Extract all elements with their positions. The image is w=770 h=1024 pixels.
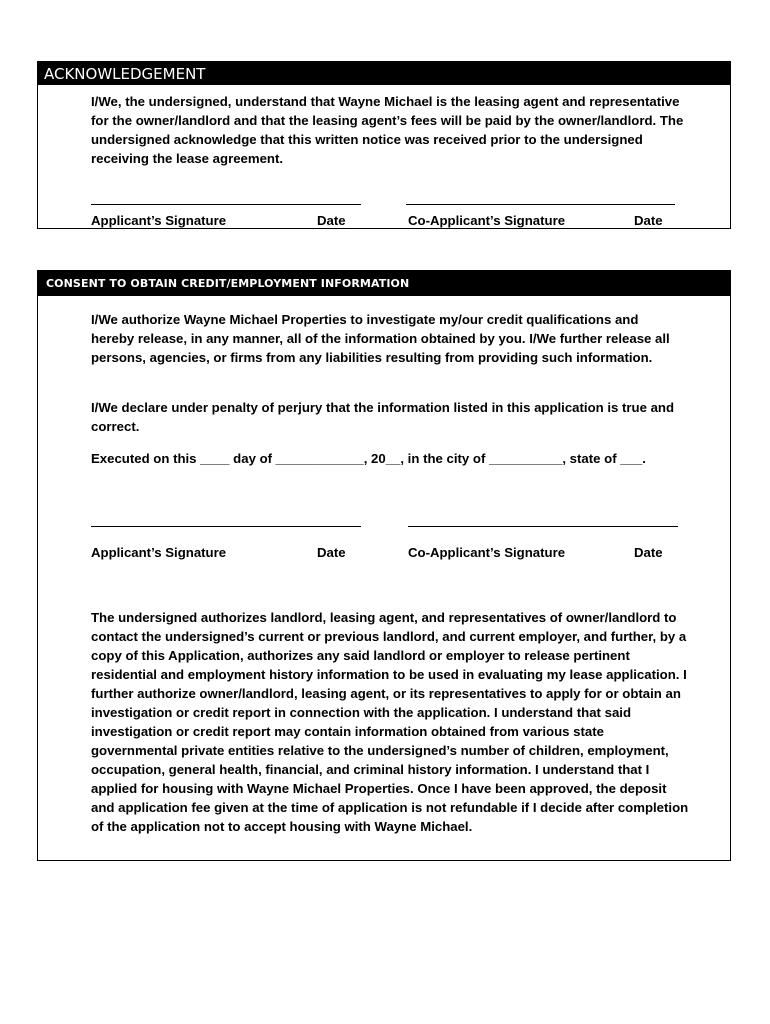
applicant-signature-label: Applicant’s Signature: [91, 213, 227, 228]
consent-header: CONSENT TO OBTAIN CREDIT/EMPLOYMENT INFORMATION: [38, 271, 730, 296]
date-label: Date: [634, 545, 663, 560]
applicant-signature-line[interactable]: [91, 526, 361, 527]
acknowledgement-text: I/We, the undersigned, understand that Wayne Michael is the leasing agent and representative for the owner/landlord and that the leasing agent’s fees will be paid by the owner/landlord. The undersigned acknowledge that this written notice was received prior to the undersigned receiving the lease agreement.: [91, 94, 684, 166]
co-applicant-signature-line[interactable]: [406, 204, 675, 205]
consent-paragraph-3: The undersigned authorizes landlord, leasing agent, and representatives of owner/landlord to contact the undersigned’s current or previous landlord, and current employer, and further, by a copy of this Application, authorizes any said landlord or employer to release pertinent residential and employment history information to be used in evaluating my lease application. I further authorize owner/landlord, leasing agent, or its representatives to apply for or obtain an investigation or credit report in connection with the application. I understand that said investigation or credit report may contain information obtained from various state governmental private entities relative to the undersigned’s number of children, employment, occupation, general health, financial, and criminal history information. I understand that I applied for housing with Wayne Michael Properties. Once I have been approved, the deposit and application fee given at the time of application is not refundable if I decide after completion of the application not to accept housing with Wayne Michael.: [91, 610, 689, 834]
co-applicant-signature-label: Co-Applicant’s Signature: [408, 213, 566, 228]
date-label: Date: [634, 213, 663, 228]
consent-section: [37, 270, 731, 861]
applicant-signature-label: Applicant’s Signature: [91, 545, 227, 560]
consent-paragraph-1: I/We authorize Wayne Michael Properties to investigate my/our credit qualifications and hereby release, in any manner, all of the information obtained by you. I/We further release all persons, agencies, or firms from any liabilities resulting from providing such information.: [91, 312, 670, 365]
date-label: Date: [317, 545, 346, 560]
applicant-signature-line[interactable]: [91, 204, 361, 205]
co-applicant-signature-label: Co-Applicant’s Signature: [408, 545, 566, 560]
consent-paragraph-2: I/We declare under penalty of perjury that the information listed in this application is true and correct.: [91, 400, 675, 434]
date-label: Date: [317, 213, 346, 228]
acknowledgement-section: [37, 61, 731, 229]
acknowledgement-header: ACKNOWLEDGEMENT: [38, 62, 730, 85]
co-applicant-signature-line[interactable]: [408, 526, 678, 527]
executed-line: Executed on this ____ day of ____________, 20__, in the city of __________, state of ___.: [91, 451, 646, 466]
